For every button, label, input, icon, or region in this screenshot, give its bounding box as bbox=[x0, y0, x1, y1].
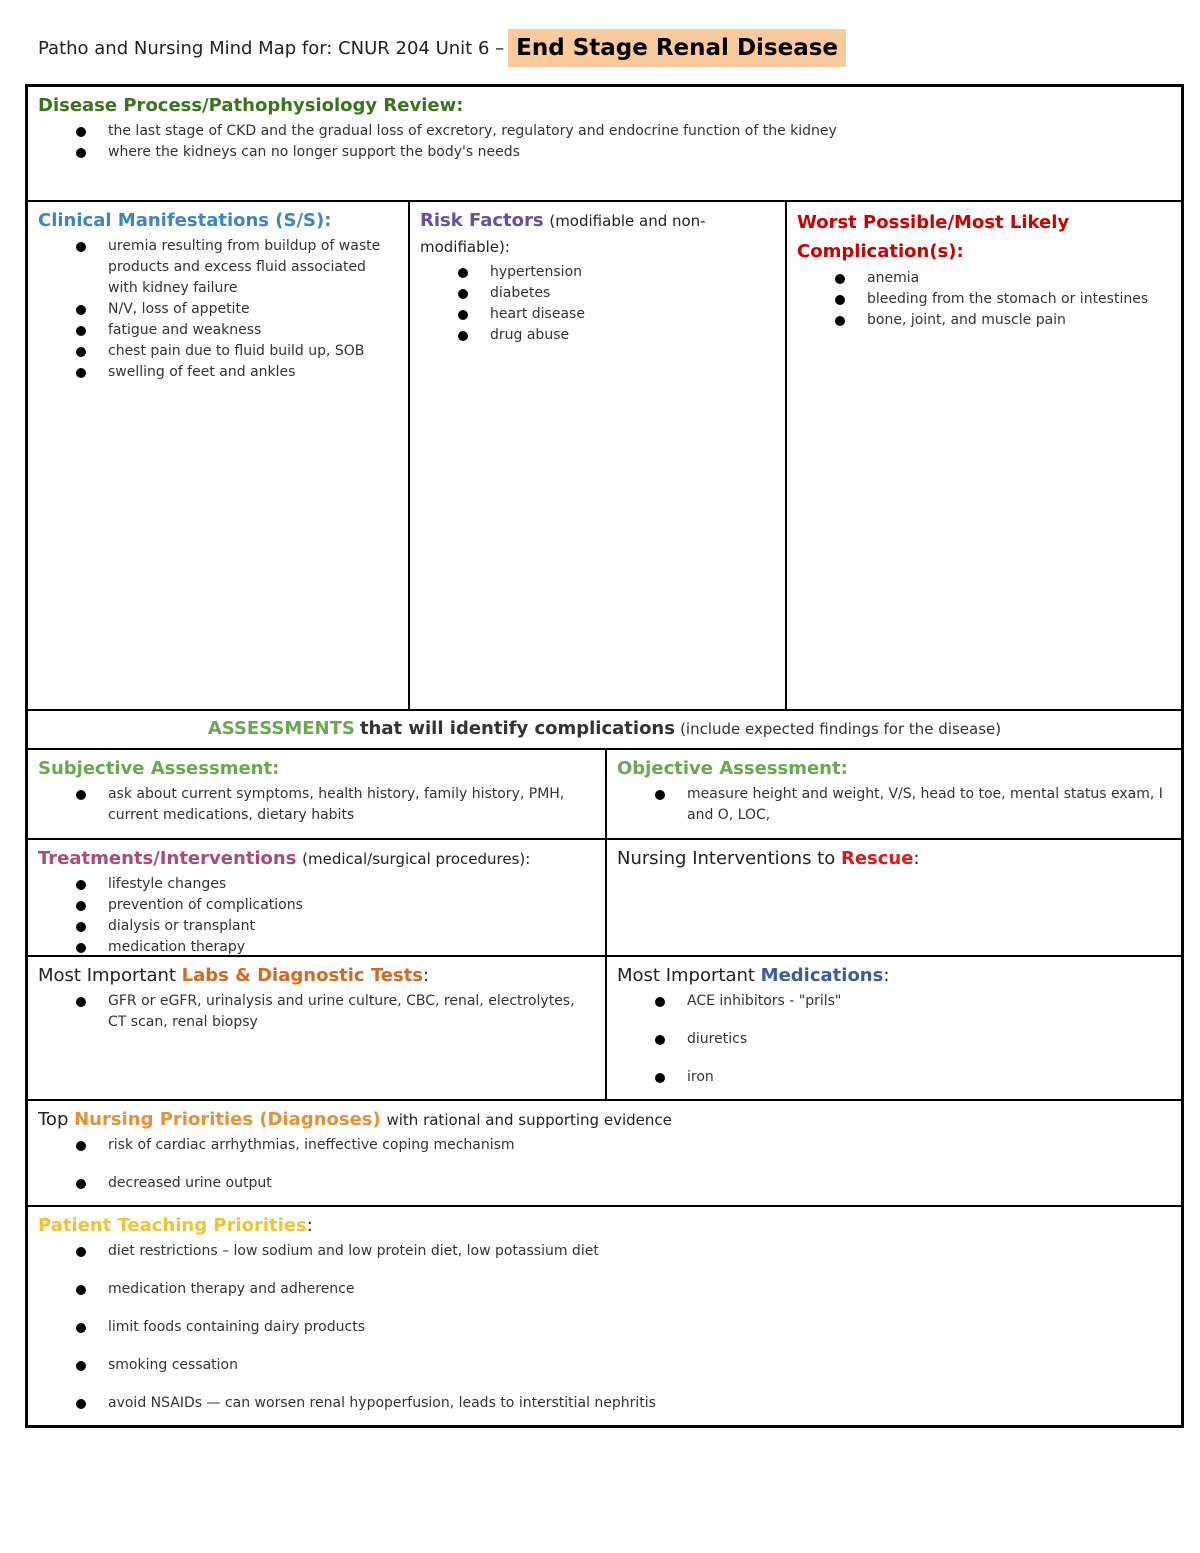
medications-section bbox=[606, 956, 1182, 1100]
labs-suffix: : bbox=[423, 965, 430, 986]
complications-heading: Worst Possible/Most Likely Complication(s): bbox=[797, 212, 1070, 262]
page-title bbox=[38, 28, 846, 68]
subjective-assessment-section bbox=[27, 749, 606, 839]
list-item: the last stage of CKD and the gradual loss of excretory, regulatory and endocrine function of the kidney bbox=[74, 121, 1171, 142]
labs-list bbox=[74, 991, 595, 1033]
list-item: dialysis or transplant bbox=[74, 916, 595, 937]
clinical-manifestations-section bbox=[27, 201, 409, 710]
complications-list bbox=[833, 268, 1171, 331]
subjective-list bbox=[74, 784, 595, 826]
mind-map-frame bbox=[25, 84, 1184, 1428]
priorities-suffix: with rational and supporting evidence bbox=[386, 1111, 672, 1129]
disease-process-section bbox=[27, 86, 1182, 201]
list-item: heart disease bbox=[456, 304, 775, 325]
priorities-word: Nursing Priorities (Diagnoses) bbox=[74, 1109, 381, 1130]
risk-factors-list bbox=[456, 262, 775, 346]
list-item: diet restrictions – low sodium and low protein diet, low potassium diet bbox=[74, 1241, 1171, 1262]
list-item: hypertension bbox=[456, 262, 775, 283]
list-item: chest pain due to fluid build up, SOB bbox=[74, 341, 398, 362]
assessments-note: (include expected findings for the disease) bbox=[680, 720, 1002, 738]
teaching-list bbox=[74, 1241, 1171, 1414]
list-item: ask about current symptoms, health history, family history, PMH, current medications, dietary habits bbox=[74, 784, 595, 826]
list-item: fatigue and weakness bbox=[74, 320, 398, 341]
assessments-word: ASSESSMENTS bbox=[207, 718, 355, 739]
list-item: ACE inhibitors - "prils" bbox=[653, 991, 1171, 1012]
complications-section bbox=[786, 201, 1182, 710]
nursing-priorities-section bbox=[27, 1100, 1182, 1206]
risk-factors-subtitle: (modifiable and non-modifiable): bbox=[420, 212, 706, 256]
list-item: N/V, loss of appetite bbox=[74, 299, 398, 320]
rescue-heading bbox=[617, 846, 1171, 872]
disease-process-heading: Disease Process/Pathophysiology Review: bbox=[38, 95, 464, 116]
teaching-word: Patient Teaching Priorities bbox=[38, 1215, 307, 1236]
medications-word: Medications bbox=[760, 965, 884, 986]
labs-prefix: Most Important bbox=[38, 965, 176, 986]
list-item: limit foods containing dairy products bbox=[74, 1317, 1171, 1338]
teaching-heading bbox=[38, 1213, 1171, 1239]
list-item: decreased urine output bbox=[74, 1173, 1171, 1194]
list-item: drug abuse bbox=[456, 325, 775, 346]
treatments-list bbox=[74, 874, 595, 956]
treatments-section bbox=[27, 839, 606, 956]
rescue-prefix: Nursing Interventions to bbox=[617, 848, 836, 869]
treatments-title: Treatments/Interventions bbox=[38, 848, 297, 869]
list-item: swelling of feet and ankles bbox=[74, 362, 398, 383]
list-item: prevention of complications bbox=[74, 895, 595, 916]
list-item: bleeding from the stomach or intestines bbox=[833, 289, 1171, 310]
list-item: where the kidneys can no longer support the body's needs bbox=[74, 142, 1171, 163]
list-item: anemia bbox=[833, 268, 1171, 289]
objective-list bbox=[653, 784, 1171, 826]
list-item: bone, joint, and muscle pain bbox=[833, 310, 1171, 331]
list-item: iron bbox=[653, 1067, 1171, 1088]
risk-factors-title: Risk Factors bbox=[420, 210, 544, 231]
patient-teaching-section bbox=[27, 1206, 1182, 1426]
risk-factors-heading bbox=[420, 208, 775, 260]
rescue-word: Rescue bbox=[840, 848, 914, 869]
priorities-list bbox=[74, 1135, 1171, 1194]
objective-heading: Objective Assessment: bbox=[617, 758, 848, 779]
medications-suffix: : bbox=[883, 965, 890, 986]
list-item: measure height and weight, V/S, head to toe, mental status exam, I and O, LOC, bbox=[653, 784, 1171, 826]
risk-factors-section bbox=[409, 201, 786, 710]
labs-word: Labs & Diagnostic Tests bbox=[181, 965, 423, 986]
list-item: avoid NSAIDs — can worsen renal hypoperfusion, leads to interstitial nephritis bbox=[74, 1393, 1171, 1414]
clinical-manifestations-heading: Clinical Manifestations (S/S): bbox=[38, 210, 332, 231]
title-prefix: Patho and Nursing Mind Map for: CNUR 204 Unit 6 – bbox=[38, 37, 505, 59]
priorities-heading bbox=[38, 1107, 1171, 1133]
medications-list bbox=[653, 991, 1171, 1088]
list-item: uremia resulting from buildup of waste products and excess fluid associated with kidney failure bbox=[74, 236, 398, 299]
list-item: diuretics bbox=[653, 1029, 1171, 1050]
treatments-heading bbox=[38, 846, 595, 872]
objective-assessment-section bbox=[606, 749, 1182, 839]
medications-prefix: Most Important bbox=[617, 965, 755, 986]
teaching-suffix: : bbox=[306, 1215, 313, 1236]
list-item: medication therapy bbox=[74, 937, 595, 956]
medications-heading bbox=[617, 963, 1171, 989]
labs-heading bbox=[38, 963, 595, 989]
list-item: risk of cardiac arrhythmias, ineffective coping mechanism bbox=[74, 1135, 1171, 1156]
disease-process-list bbox=[74, 121, 1171, 163]
rescue-section bbox=[606, 839, 1182, 956]
subjective-heading: Subjective Assessment: bbox=[38, 758, 280, 779]
list-item: lifestyle changes bbox=[74, 874, 595, 895]
priorities-prefix: Top bbox=[38, 1109, 69, 1130]
rescue-suffix: : bbox=[913, 848, 920, 869]
assessments-rest: that will identify complications bbox=[359, 718, 675, 739]
list-item: smoking cessation bbox=[74, 1355, 1171, 1376]
list-item: medication therapy and adherence bbox=[74, 1279, 1171, 1300]
title-highlight: End Stage Renal Disease bbox=[508, 29, 846, 67]
list-item: GFR or eGFR, urinalysis and urine culture, CBC, renal, electrolytes, CT scan, renal biopsy bbox=[74, 991, 595, 1033]
list-item: diabetes bbox=[456, 283, 775, 304]
treatments-subtitle: (medical/surgical procedures): bbox=[302, 850, 531, 868]
clinical-manifestations-list bbox=[74, 236, 398, 383]
labs-section bbox=[27, 956, 606, 1100]
assessments-banner bbox=[27, 710, 1182, 749]
